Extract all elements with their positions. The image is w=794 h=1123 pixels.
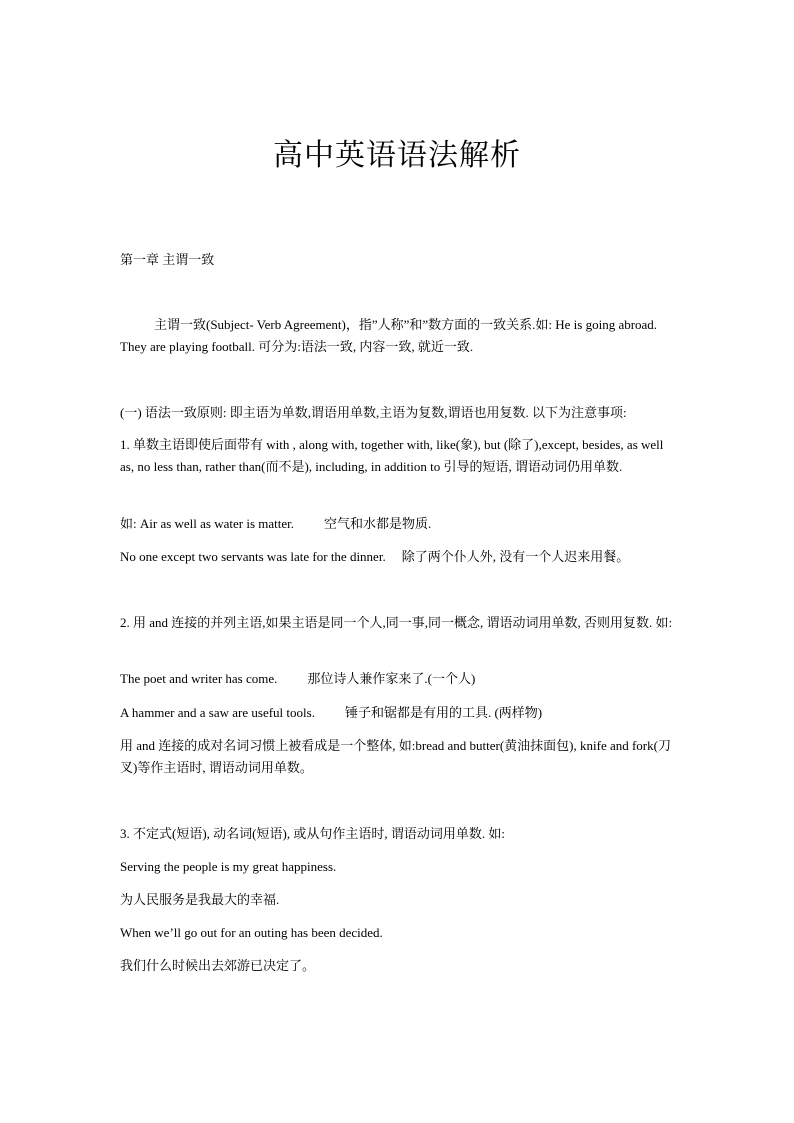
example-chinese: 空气和水都是物质. — [324, 516, 432, 531]
example-english: A hammer and a saw are useful tools. — [120, 705, 315, 720]
rule-3-example-2-english: When we’ll go out for an outing has been decided. — [120, 925, 383, 940]
example-english: 如: Air as well as water is matter. — [120, 516, 295, 531]
rule-1-example-1 — [120, 513, 676, 535]
example-english: No one except two servants was late for the dinner. — [120, 549, 386, 564]
chapter-heading: 第一章 主谓一致 — [120, 252, 215, 267]
rule-3-example-2-chinese: 我们什么时候出去郊游已决定了。 — [120, 958, 316, 973]
example-chinese: 那位诗人兼作家来了.(一个人) — [307, 671, 476, 686]
rule-2-paragraph: 2. 用 and 连接的并列主语,如果主语是同一个人,同一事,同一概念, 谓语动词用单数, 否则用复数. 如: — [120, 615, 673, 630]
rule-2-example-2 — [120, 702, 676, 724]
section-heading: (一) 语法一致原则: 即主语为单数,谓语用单数,主语为复数,谓语也用复数. 以下为注意事项: — [120, 405, 627, 420]
document-title: 高中英语语法解析 — [273, 138, 521, 173]
rule-2-note: 用 and 连接的成对名词习惯上被看成是一个整体, 如:bread and butter(黄油抹面包), knife and fork(刀叉)等作主语时, 谓语动词用单数。 — [120, 738, 671, 775]
example-chinese: 锤子和锯都是有用的工具. (两样物) — [344, 705, 543, 720]
rule-3-paragraph: 3. 不定式(短语), 动名词(短语), 或从句作主语时, 谓语动词用单数. 如: — [120, 826, 505, 841]
rule-3-example-1-english: Serving the people is my great happiness. — [120, 859, 337, 874]
rule-3-example-1-chinese: 为人民服务是我最大的幸福. — [120, 892, 280, 907]
rule-1-paragraph: 1. 单数主语即使后面带有 with , along with, together with, like(象), but (除了),except, besides, as well as, no less than, rather than(而不是), including, in addition to 引导的短语, 谓语动词仍用单数. — [120, 437, 664, 474]
example-chinese: 除了两个仆人外, 没有一个人迟来用餐。 — [401, 549, 630, 564]
rule-1-example-2 — [120, 546, 676, 568]
intro-paragraph: 主谓一致(Subject- Verb Agreement)，指”人称”和”数方面的一致关系.如: He is going abroad. They are playing football. 可分为:语法一致, 内容一致, 就近一致. — [120, 317, 658, 354]
rule-2-example-1 — [120, 668, 676, 690]
example-english: The poet and writer has come. — [120, 671, 278, 686]
